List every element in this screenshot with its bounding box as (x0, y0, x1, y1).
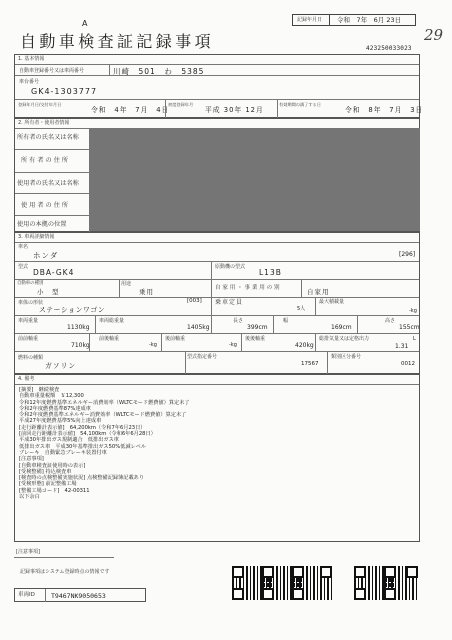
registration-value: 川崎 501 わ 5385 (113, 67, 205, 76)
footer-divider (14, 557, 114, 558)
category-label: 類別区分番号 (331, 354, 362, 360)
max-load-label: 最大積載量 (319, 299, 345, 305)
height-label: 高さ (385, 318, 396, 324)
maker-code: [296] (399, 251, 416, 258)
maker-value: ホンダ (33, 251, 59, 260)
user-name-label: 使用者の氏名又は名称 (17, 180, 79, 187)
note-text: 記録事項はシステム登録時点の情報です (20, 569, 110, 575)
private-business-label: 自 家 用 ・ 事 業 用 の 別 (215, 285, 280, 291)
shape-value: ステーションワゴン (39, 306, 106, 314)
engine-value: L13B (259, 268, 282, 277)
remark-line: [摘要] 継続検査 (19, 387, 60, 393)
height-value: 155cm (399, 324, 420, 331)
capacity-value: 5人 (297, 306, 306, 312)
displacement-unit: L (413, 336, 416, 342)
remark-line: [受検形態] 前記整備工場 (19, 481, 77, 488)
remark-line: [検査時の点検整備実施状況] 点検整備記録簿記載あり (19, 475, 145, 482)
max-load-value: -kg (409, 308, 417, 314)
note-title: [注意事項] (16, 549, 40, 555)
remark-line: [前回走行距離計表示値] 54,100km（令和6年6月28日） (19, 431, 156, 438)
remark-line: [整備工場コード] 42-00311 (19, 487, 90, 494)
remark-line: 令和12年度燃費基準エネルギー消費効率（WLTCモード燃費値）算定未了 (19, 399, 190, 406)
car-id-value: T9467NK9050653 (51, 592, 106, 600)
registration-label: 自動車登録番号又は車両番号 (19, 68, 85, 74)
use-label: 用途 (121, 281, 132, 287)
remark-line: 平成27年度燃費基準5%向上達成車 (19, 418, 102, 425)
remark-line: 平成30年排出ガス規制適合 低排出ガス車 (19, 437, 119, 444)
rear-rear-axle-label: 後後軸重 (245, 336, 266, 342)
kind-label: 自動車の種別 (17, 281, 44, 286)
gross-weight-value: 1405kg (187, 324, 210, 331)
shape-label: 車体の形状 (18, 300, 44, 306)
use-value: 乗用 (139, 288, 154, 296)
expiry-value: 令和 8年 7月 3日 (345, 106, 424, 114)
first-reg-label: 登録年月日/交付年月日 (18, 102, 62, 107)
remark-line: [自動車検査証使用時の表示] (19, 462, 86, 469)
rear-rear-axle-value: 420kg (295, 342, 314, 349)
record-date-label: 記録年月日 (297, 17, 323, 23)
expiry-label: 有効期間の満了する日 (279, 102, 321, 107)
remark-line: 令和2年度燃費基準エネルギー消費効率（WLTCモード燃費値）算定未了 (19, 412, 187, 419)
length-value: 399cm (247, 324, 268, 331)
gross-weight-label: 車両総重量 (99, 318, 125, 324)
first-year-label: 初度登録年月 (168, 102, 194, 107)
owner-address-label: 所有者の住所 (21, 157, 71, 164)
type-designation-label: 型式指定番号 (187, 354, 218, 360)
width-value: 169cm (331, 324, 352, 331)
weight-value: 1130kg (67, 324, 90, 331)
model-value: DBA-GK4 (33, 268, 75, 277)
kind-value: 小 型 (37, 288, 60, 296)
engine-label: 原動機の型式 (215, 264, 246, 270)
front-front-axle-value: 710kg (71, 342, 90, 349)
first-reg-value: 令和 4年 7月 4日 (91, 106, 170, 114)
remark-line: 自動車重量税額 ￥12,300 (19, 393, 84, 400)
shape-code: [003] (187, 298, 202, 304)
maker-label: 車名 (18, 244, 29, 250)
remark-line: 以下余白 (19, 494, 40, 501)
front-rear-axle-value: -kg (149, 342, 157, 348)
section-basic-info (14, 54, 424, 118)
displacement-label: 総排気量又は定格出力 (319, 336, 370, 342)
remarks-text (19, 387, 190, 500)
record-date-value: 令和 7年 6月 23日 (337, 16, 402, 24)
section2-title: 2. 所有者・使用者情報 (18, 120, 70, 126)
section1-title: 1. 基本情報 (18, 56, 45, 62)
remark-line: [受検整備] 持込検査車 (19, 468, 72, 475)
rear-front-axle-value: -kg (229, 342, 237, 348)
weight-label: 車両重量 (18, 318, 39, 324)
section4-title: 4. 備考 (18, 376, 35, 382)
base-location-label: 使用の本拠の位置 (17, 221, 67, 228)
front-rear-axle-label: 前後軸重 (99, 336, 120, 342)
qr-code-5 (384, 566, 418, 600)
remark-line: ブレーキ 自動緊急ブレーキ装置付車 (19, 449, 107, 456)
car-id-label: 車両ID (18, 592, 35, 598)
qr-code-3 (292, 566, 332, 600)
rear-front-axle-label: 後前軸重 (165, 336, 186, 342)
serial-number: 4232500330​23 (366, 45, 412, 52)
chassis-value: GK4-1303777 (31, 87, 98, 96)
fuel-label: 燃料の種類 (18, 355, 44, 361)
owner-name-label: 所有者の氏名又は名称 (17, 134, 79, 141)
handwritten-number: 29 (424, 26, 444, 44)
length-label: 長さ (233, 318, 244, 324)
chassis-label: 車台番号 (19, 79, 40, 85)
first-year-value: 平成 30年 12月 (205, 106, 264, 114)
section3-title: 3. 車両詳細情報 (18, 234, 55, 240)
remark-line: 低排出ガス車 平成30年基準排出ガス50%低減レベル (19, 443, 147, 450)
fuel-value: ガソリン (45, 362, 77, 370)
displacement-value: 1.31 (395, 343, 409, 350)
record-date-box (292, 14, 416, 26)
user-address-label: 使用者の住所 (21, 202, 71, 209)
section-vehicle-details (14, 232, 420, 374)
remark-line: [注意事項] (19, 456, 44, 463)
corner-mark: A (82, 19, 88, 28)
section-remarks (14, 374, 420, 542)
capacity-label: 乗車定員 (215, 299, 244, 306)
category-value: 0012 (401, 361, 415, 367)
front-front-axle-label: 前前軸重 (18, 336, 39, 342)
width-label: 幅 (283, 318, 289, 324)
model-label: 型式 (18, 264, 29, 270)
type-designation-value: 17567 (301, 361, 319, 367)
remark-line: 令和2年度燃費基準87%達成車 (19, 405, 91, 412)
redacted-owner-block (89, 128, 420, 231)
page-title: 自動車検査証記録事項 (20, 32, 215, 51)
car-id-box (14, 588, 146, 602)
remark-line: [走行距離計表示値] 64,200km（令和7年6月23日） (19, 424, 146, 431)
private-business-value: 自家用 (307, 288, 330, 296)
